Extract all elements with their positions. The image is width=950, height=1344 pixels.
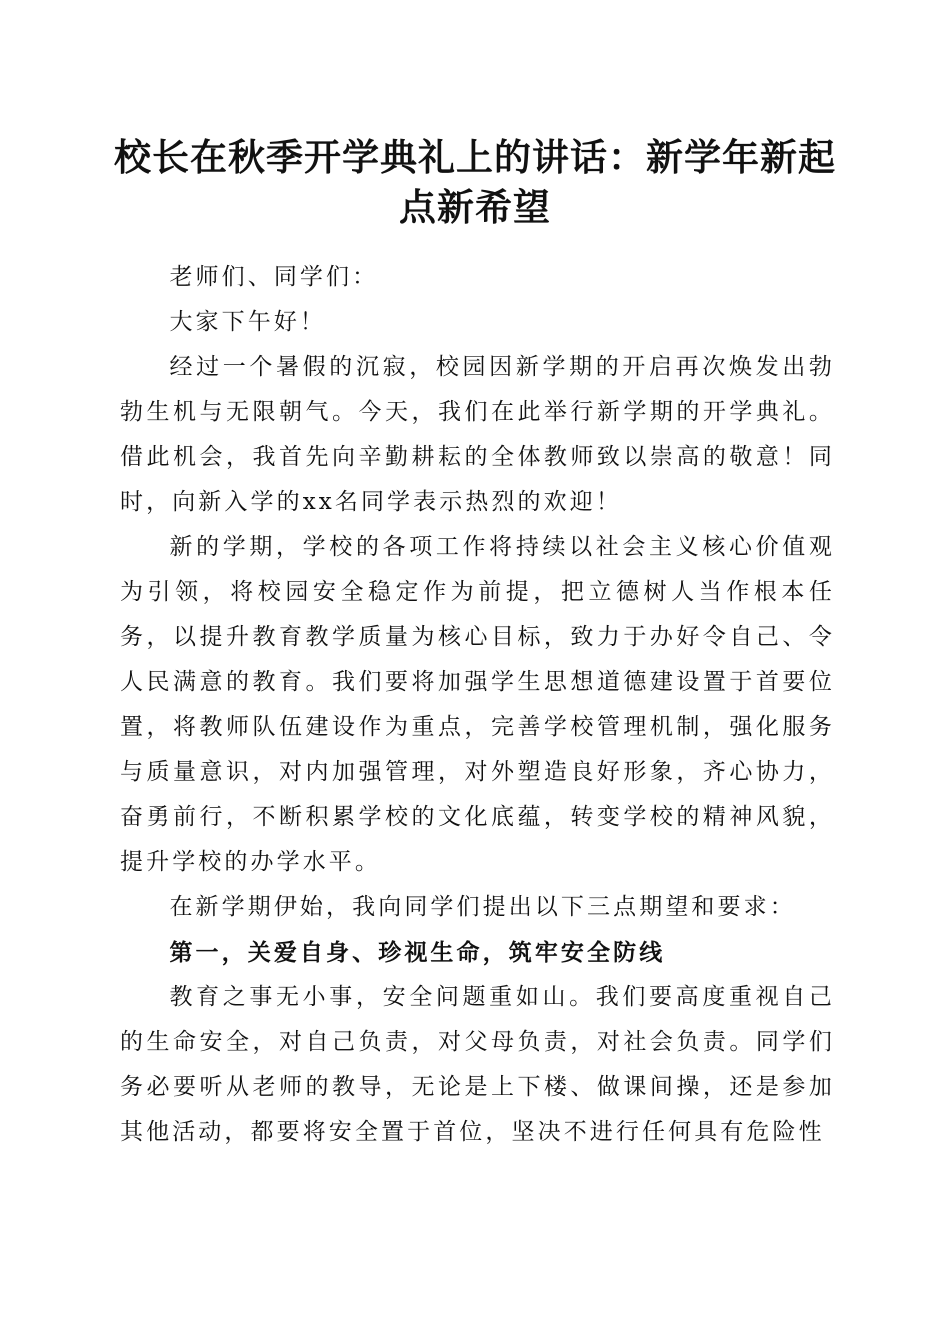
document-body — [120, 255, 835, 1155]
paragraph-work-plan: 新的学期，学校的各项工作将持续以社会主义核心价值观为引领，将校园安全稳定作为前提，把立德树人当作根本任务，以提升教育教学质量为核心目标，致力于办好令自己、令人民满意的教育。我们要将加强学生思想道德建设置于首要位置，将教师队伍建设作为重点，完善学校管理机制，强化服务与质量意识，对内加强管理，对外塑造良好形象，齐心协力，奋勇前行，不断积累学校的文化底蕴，转变学校的精神风貌，提升学校的办学水平。 — [120, 534, 835, 875]
paragraph-opening: 经过一个暑假的沉寂，校园因新学期的开启再次焕发出勃勃生机与无限朝气。今天，我们在此举行新学期的开学典礼。借此机会，我首先向辛勤耕耘的全体教师致以崇高的敬意！同时，向新入学的xx名同学表示热烈的欢迎！ — [120, 354, 835, 515]
paragraph-expectations-intro: 在新学期伊始，我向同学们提出以下三点期望和要求： — [169, 894, 796, 920]
section-heading-first: 第一，关爱自身、珍视生命，筑牢安全防线 — [169, 939, 666, 966]
greeting: 大家下午好！ — [169, 309, 327, 335]
salutation: 老师们、同学们： — [169, 264, 379, 290]
document-title: 校长在秋季开学典礼上的讲话：新学年新起点新希望 — [114, 135, 836, 229]
paragraph-safety: 教育之事无小事，安全问题重如山。我们要高度重视自己的生命安全，对自己负责，对父母负责，对社会负责。同学们务必要听从老师的教导，无论是上下楼、做课间操，还是参加其他活动，都要将安全置于首位，坚决不进行任何具有危险性 — [120, 984, 835, 1145]
